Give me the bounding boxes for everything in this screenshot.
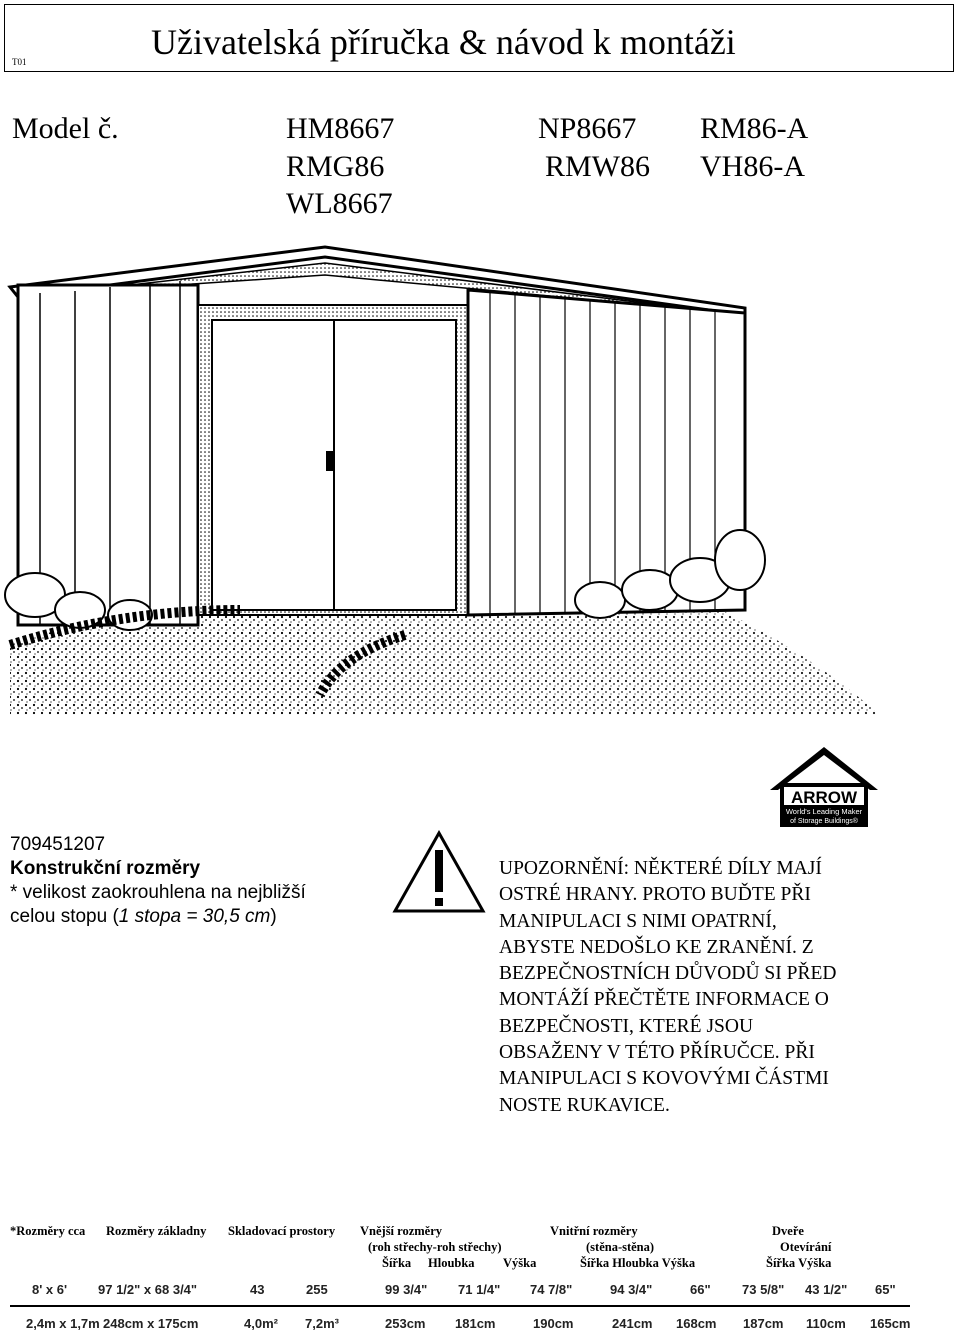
warning-triangle-icon xyxy=(392,830,486,914)
column-subheader: (stěna-stěna) xyxy=(586,1240,655,1254)
column-subheader: Otevírání xyxy=(780,1240,832,1254)
column-header: *Rozměry cca xyxy=(10,1224,86,1238)
column-header: Rozměry základny xyxy=(106,1224,207,1238)
table-cell: 97 1/2" x 68 3/4" xyxy=(98,1282,198,1297)
table-cell: 73 5/8" xyxy=(742,1282,785,1297)
model-number: RM86-A xyxy=(700,112,809,145)
column-header: Skladovací prostory xyxy=(228,1224,336,1238)
table-cell: 110cm xyxy=(806,1316,846,1331)
model-number: NP8667 xyxy=(538,112,637,145)
model-number: RMW86 xyxy=(545,150,650,183)
model-label: Model č. xyxy=(12,112,119,145)
table-cell: 74 7/8" xyxy=(530,1282,573,1297)
table-cell: 8' x 6' xyxy=(32,1282,68,1297)
table-cell: 99 3/4" xyxy=(385,1282,428,1297)
part-number: 709451207 xyxy=(10,834,106,855)
table-cell: 255 xyxy=(306,1282,328,1297)
model-number: WL8667 xyxy=(286,187,393,220)
column-header: Vnitřní rozměry xyxy=(550,1224,638,1238)
table-cell: 190cm xyxy=(533,1316,574,1331)
model-number: HM8667 xyxy=(286,112,395,145)
document-code: T01 xyxy=(12,57,27,67)
table-cell: 2,4m x 1,7m xyxy=(26,1316,100,1331)
dimensions-table xyxy=(0,1224,960,1335)
column-label: Výška xyxy=(503,1256,537,1270)
model-number: VH86-A xyxy=(700,150,805,183)
column-label: Hloubka xyxy=(428,1256,475,1270)
logo-tagline: World's Leading Maker xyxy=(785,807,863,816)
table-cell: 43 xyxy=(250,1282,265,1297)
table-cell: 253cm xyxy=(385,1316,426,1331)
table-cell: 241cm xyxy=(612,1316,653,1331)
title-box xyxy=(4,4,954,72)
column-label: Šířka Výška xyxy=(766,1256,832,1270)
warning-text: UPOZORNĚNÍ: NĚKTERÉ DÍLY MAJÍ OSTRÉ HRANY. PROTO BUĎTE PŘI MANIPULACI S NIMI OPATRNÍ, ABYSTE NEDOŠLO KE ZRANĚNÍ. Z BEZPEČNOSTNÍCH DŮVODŮ SI PŘED MONTÁŽÍ PŘEČTĚTE INFORMACE O BEZPEČNOSTI, KTERÉ JSOU OBSAŽENY V TÉTO PŘÍRUČCE. PŘI MANIPULACI S KOVOVÝMI ČÁSTMI NOSTE RUKAVICE. xyxy=(499,858,837,1116)
table-divider xyxy=(10,1305,910,1307)
table-cell: 65" xyxy=(875,1282,896,1297)
construction-info xyxy=(10,833,306,929)
info-note-2: celou stopu (1 stopa = 30,5 cm) xyxy=(10,906,277,927)
column-subheader: (roh střechy-roh střechy) xyxy=(368,1240,502,1254)
info-heading: Konstrukční rozměry xyxy=(10,858,201,879)
logo-wordmark: ARROW xyxy=(790,788,858,807)
info-note: * velikost zaokrouhlena na nejbližší xyxy=(10,882,306,903)
column-header: Dveře xyxy=(772,1224,804,1238)
table-cell: 43 1/2" xyxy=(805,1282,848,1297)
table-cell: 248cm x 175cm xyxy=(103,1316,199,1331)
table-cell: 66" xyxy=(690,1282,711,1297)
table-cell: 94 3/4" xyxy=(610,1282,653,1297)
table-cell: 4,0m² xyxy=(244,1316,278,1331)
table-cell: 165cm xyxy=(870,1316,911,1331)
column-label: Šířka Hloubka Výška xyxy=(580,1256,696,1270)
document-title: Uživatelská příručka & návod k montáži xyxy=(151,22,736,62)
model-number: RMG86 xyxy=(286,150,385,183)
table-cell: 187cm xyxy=(743,1316,784,1331)
table-cell: 7,2m³ xyxy=(305,1316,339,1331)
table-cell: 181cm xyxy=(455,1316,496,1331)
logo-tagline: of Storage Buildings® xyxy=(790,818,858,825)
table-cell: 168cm xyxy=(676,1316,717,1331)
shed-illustration xyxy=(0,215,960,715)
column-label: Šířka xyxy=(382,1256,412,1270)
column-header: Vnější rozměry xyxy=(360,1224,443,1238)
arrow-logo xyxy=(766,745,882,830)
table-cell: 71 1/4" xyxy=(458,1282,501,1297)
